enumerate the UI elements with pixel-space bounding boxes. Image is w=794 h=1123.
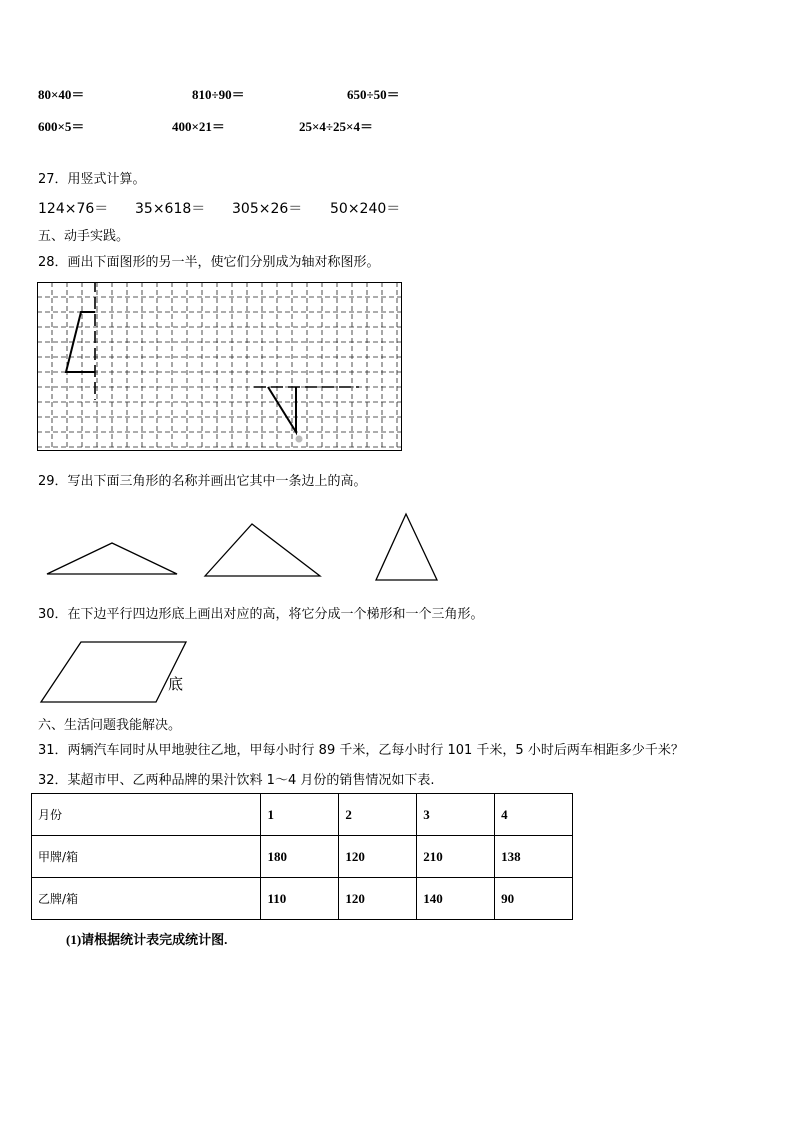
table-row — [32, 836, 573, 878]
right-triangle — [205, 524, 320, 576]
table-cell: 180 — [261, 836, 339, 878]
acute-triangle — [376, 514, 437, 580]
table-header-cell: 2 — [339, 794, 417, 836]
q29-title: 29．写出下面三角形的名称并画出它其中一条边上的高。 — [38, 474, 367, 489]
q27-title: 27．用竖式计算。 — [38, 172, 146, 187]
section-6-heading: 六、生活问题我能解决。 — [38, 718, 182, 733]
table-cell: 210 — [417, 836, 495, 878]
oral-calc-4: 600×5＝ — [38, 119, 85, 134]
oral-calc-5: 400×21＝ — [172, 119, 225, 134]
q27-item-4: 50×240＝ — [330, 201, 401, 217]
table-header-row — [32, 794, 573, 836]
table-cell: 110 — [261, 878, 339, 920]
table-header-cell: 月份 — [32, 794, 261, 836]
oral-calc-2: 810÷90＝ — [192, 87, 245, 102]
q32-title: 32．某超市甲、乙两种品牌的果汁饮料 1～4 月份的销售情况如下表. — [38, 773, 435, 788]
table-row — [32, 878, 573, 920]
triangles-figure — [40, 505, 450, 595]
parallelogram-shape — [41, 642, 186, 702]
table-cell: 120 — [339, 878, 417, 920]
q30-title: 30．在下边平行四边形底上画出对应的高，将它分成一个梯形和一个三角形。 — [38, 607, 484, 622]
sales-table — [31, 793, 573, 920]
table-cell: 140 — [417, 878, 495, 920]
table-header-cell: 1 — [261, 794, 339, 836]
half-triangle-shape — [268, 387, 296, 432]
q27-item-3: 305×26＝ — [232, 201, 303, 217]
table-header-cell: 3 — [417, 794, 495, 836]
table-cell: 120 — [339, 836, 417, 878]
obtuse-triangle — [47, 543, 177, 574]
table-cell: 甲牌/箱 — [32, 836, 261, 878]
q32-sub1: (1)请根据统计表完成统计图. — [66, 932, 228, 947]
q31-title: 31．两辆汽车同时从甲地驶往乙地，甲每小时行 89 千米，乙每小时行 101 千米，5 小时后两车相距多少千米？ — [38, 743, 684, 758]
table-cell: 90 — [495, 878, 573, 920]
base-label: 底 — [168, 675, 184, 693]
section-5-heading: 五、动手实践。 — [38, 229, 130, 244]
symmetry-grid-figure — [37, 282, 403, 452]
table-header-cell: 4 — [495, 794, 573, 836]
q27-item-2: 35×618＝ — [135, 201, 206, 217]
oral-calc-1: 80×40＝ — [38, 87, 85, 102]
cursor-mark-icon — [296, 436, 303, 443]
oral-calc-6: 25×4÷25×4＝ — [299, 119, 373, 134]
parallelogram-figure — [38, 640, 188, 706]
oral-calc-3: 650÷50＝ — [347, 87, 400, 102]
table-cell: 138 — [495, 836, 573, 878]
q28-title: 28．画出下面图形的另一半，使它们分别成为轴对称图形。 — [38, 255, 380, 270]
table-cell: 乙牌/箱 — [32, 878, 261, 920]
q27-item-1: 124×76＝ — [38, 201, 109, 217]
